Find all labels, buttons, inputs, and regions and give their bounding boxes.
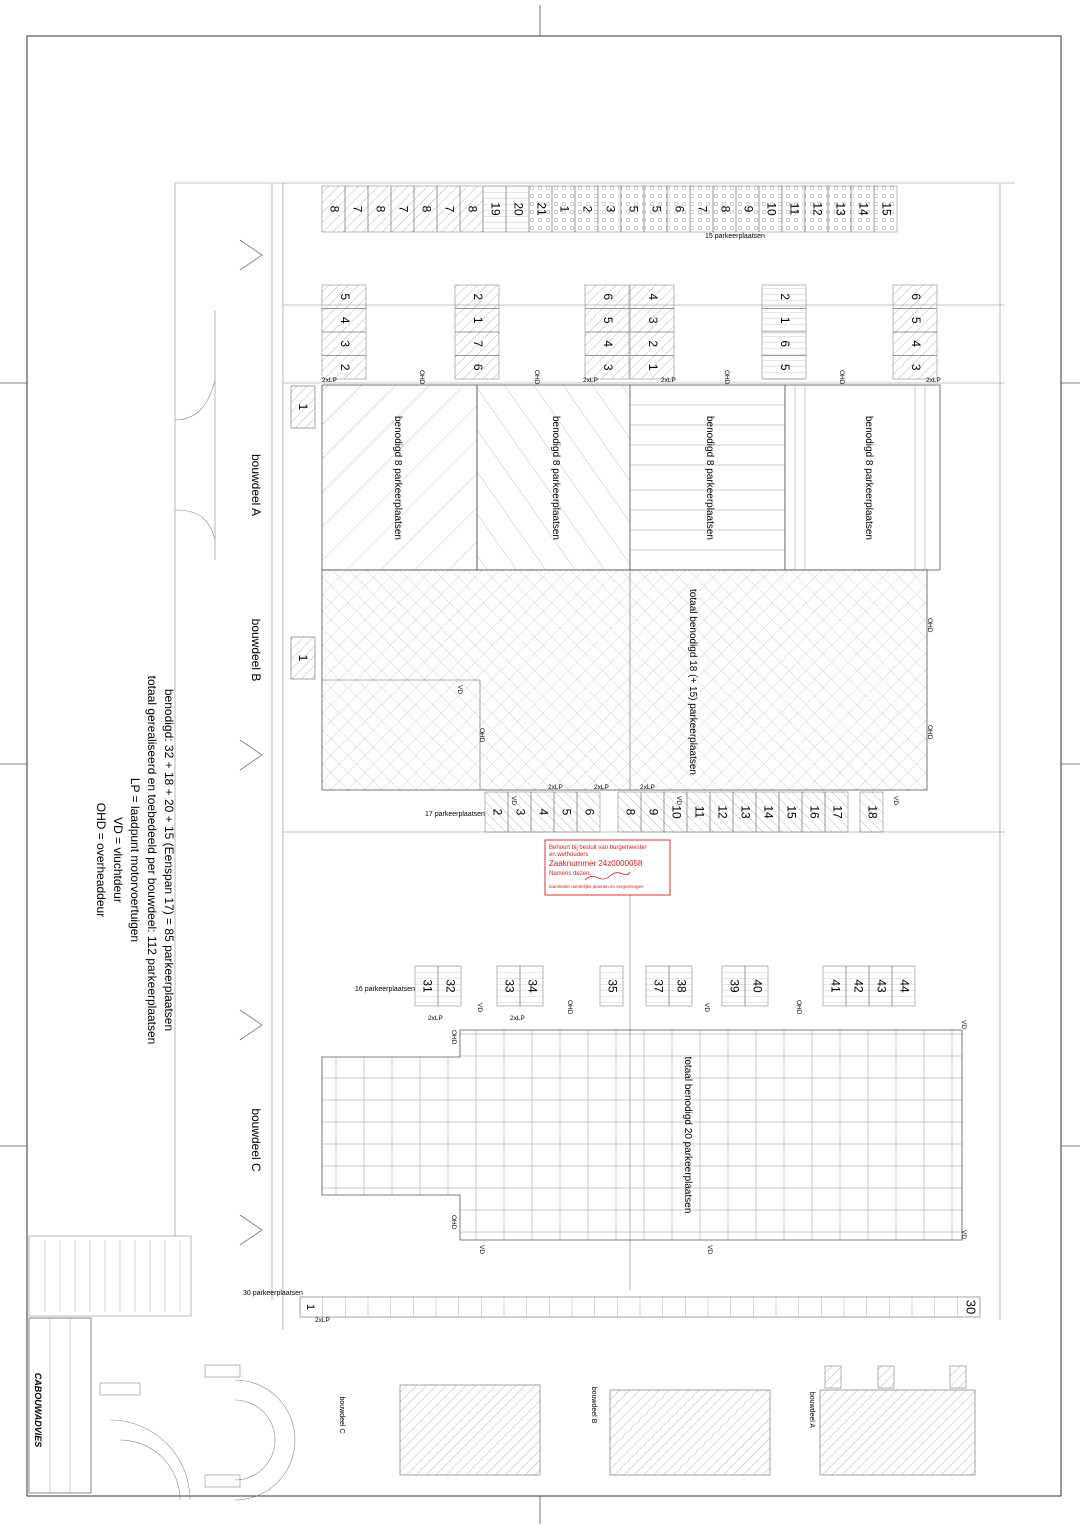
top-stall-number: 5 [649, 205, 664, 213]
mini-bouwdeel-c: bouwdeel C [338, 1396, 345, 1434]
row-16-parking [415, 966, 915, 1006]
row2-stall-number: 4 [645, 293, 660, 301]
svg-text:2xLP: 2xLP [510, 1015, 525, 1022]
top-stall-number: 10 [764, 202, 779, 216]
row2-stall-number: 1 [777, 316, 792, 324]
top-stall-number: 19 [488, 202, 503, 216]
row2-stall-number: 6 [470, 363, 485, 371]
top-stall-number: 8 [419, 205, 434, 213]
top-stall-number: 7 [442, 205, 457, 213]
svg-text:OHD: OHD [450, 1030, 457, 1045]
row17-stall-number: 8 [623, 808, 638, 816]
stamp-line-1: Behoort bij besluit van burgemeester [549, 845, 647, 851]
row2-stall-number: 3 [908, 363, 923, 371]
site-minis [338, 1366, 975, 1475]
svg-text:2xLP: 2xLP [640, 784, 655, 791]
svg-text:OHD: OHD [533, 370, 540, 385]
row17-stall-number: 15 [784, 805, 799, 819]
svg-text:OHD: OHD [566, 1000, 573, 1015]
row17-stall-number: 16 [807, 805, 822, 819]
row17-stall-number: 12 [715, 805, 730, 819]
turning-sketch [100, 1365, 295, 1500]
row2-stall-number: 2 [337, 363, 352, 371]
top-stall-number: 7 [396, 205, 411, 213]
svg-text:OHD: OHD [795, 1000, 802, 1015]
svg-text:VD: VD [478, 1245, 485, 1255]
legend-line-5: OHD = overheaddeur [94, 802, 108, 918]
row16-stall-number: 33 [502, 979, 517, 993]
row2-stall-number: 6 [777, 340, 792, 348]
row2-stall-number: 4 [337, 316, 352, 324]
svg-text:OHD: OHD [418, 370, 425, 385]
row17-stall-number: 2 [490, 808, 505, 816]
row2-stall-number: 7 [470, 340, 485, 348]
row2-stall-number: 1 [470, 316, 485, 324]
bay-label-4: benodigd 8 parkeerplaatsen [863, 416, 874, 540]
svg-text:VD: VD [706, 1245, 713, 1255]
entrance-arrows [240, 240, 262, 1245]
bouwdeel-a-label: bouwdeel A [249, 453, 263, 517]
row16-stall-number: 35 [605, 979, 620, 993]
legend-line-4: VD = vluchtdeur [111, 817, 125, 903]
top-stall-number: 7 [350, 205, 365, 213]
svg-text:VD: VD [456, 685, 463, 695]
bouwdeel-b-building [322, 570, 933, 790]
row2-stall-number: 2 [470, 293, 485, 301]
bay-label-3: benodigd 8 parkeerplaatsen [704, 416, 715, 540]
top-stall-number: 21 [534, 202, 549, 216]
row16-stall-number: 32 [443, 979, 458, 993]
row17-stall-number: 11 [692, 805, 707, 819]
top-stall-number: 1 [557, 205, 572, 213]
row17-stall-number: 17 [830, 805, 845, 819]
bouwdeel-a-building [322, 385, 940, 570]
svg-text:VD: VD [675, 796, 682, 806]
row30-lp: 2xLP [315, 1317, 330, 1324]
top-stall-number: 3 [603, 205, 618, 213]
svg-text:2xLP: 2xLP [548, 784, 563, 791]
svg-text:VD: VD [960, 1020, 967, 1030]
legend [94, 676, 176, 1045]
top-stall-number: 8 [465, 205, 480, 213]
row2-stall-number: 3 [600, 363, 615, 371]
svg-text:VD: VD [510, 796, 517, 806]
svg-text:OHD: OHD [838, 370, 845, 385]
row2-stall-number: 5 [777, 363, 792, 371]
second-parking-row [322, 285, 937, 379]
legend-line-2: totaal gerealiseerd en toebedeeld per bouwdeel: 112 parkeerplaatsen [145, 675, 159, 1045]
top-stall-number: 11 [787, 202, 802, 216]
row16-count-label: 16 parkeerplaatsen [355, 986, 415, 993]
svg-text:2xLP: 2xLP [661, 377, 676, 384]
top-stall-number: 12 [810, 202, 825, 216]
svg-text:OHD: OHD [926, 725, 933, 740]
row-17-parking [485, 792, 883, 832]
row30-count-label: 30 parkeerplaatsen [243, 1290, 303, 1297]
row2-stall-number: 3 [337, 340, 352, 348]
bouwdeel-labels [249, 454, 263, 1172]
row2-stall-number: 4 [908, 340, 923, 348]
mini-bouwdeel-a: bouwdeel A [808, 1391, 815, 1429]
row2-stall-number: 5 [600, 316, 615, 324]
top-stall-number: 13 [833, 202, 848, 216]
row17-stall-number: 14 [761, 805, 776, 819]
top-stall-number: 8 [373, 205, 388, 213]
bouwdeel-b-label: bouwdeel B [249, 618, 263, 682]
row2-stall-number: 6 [908, 293, 923, 301]
svg-text:1: 1 [295, 403, 310, 411]
svg-text:VD: VD [476, 1003, 483, 1013]
row16-stall-number: 39 [727, 979, 742, 993]
svg-text:VD: VD [703, 1003, 710, 1013]
bay-label-2: benodigd 8 parkeerplaatsen [550, 416, 561, 540]
total-c-label: totaal benodigd 20 parkeerplaatsen [682, 1056, 693, 1214]
row17-stall-number: 13 [738, 805, 753, 819]
row16-stall-number: 44 [897, 979, 912, 993]
row2-stall-number: 5 [908, 316, 923, 324]
top-stall-number: 8 [718, 205, 733, 213]
svg-text:OHD: OHD [478, 728, 485, 743]
svg-text:OHD: OHD [926, 618, 933, 633]
stamp-zaaknummer: Zaaknummer 24z0000058 [549, 859, 643, 868]
top-parking-row [322, 186, 897, 232]
svg-text:1: 1 [295, 654, 310, 662]
title-block [29, 1236, 191, 1493]
row17-stall-number: 18 [865, 805, 880, 819]
approval-stamp [545, 840, 670, 895]
row16-stall-number: 43 [874, 979, 889, 993]
svg-text:2xLP: 2xLP [428, 1015, 443, 1022]
svg-text:2xLP: 2xLP [594, 784, 609, 791]
top-stall-number: 9 [741, 205, 756, 213]
row2-stall-number: 6 [600, 293, 615, 301]
row17-stall-number: 4 [536, 808, 551, 816]
row16-stall-number: 40 [750, 979, 765, 993]
top-stall-number: 5 [626, 205, 641, 213]
row2-stall-number: 4 [600, 340, 615, 348]
stamp-namens: Namens dezen, [549, 871, 592, 877]
row17-stall-number: 9 [646, 808, 661, 816]
svg-text:OHD: OHD [450, 1215, 457, 1230]
row16-stall-number: 41 [828, 979, 843, 993]
row17-stall-number: 5 [559, 808, 574, 816]
single-stalls [291, 386, 315, 679]
svg-text:VD: VD [892, 796, 899, 806]
row2-stall-number: 1 [645, 363, 660, 371]
stamp-footer: teamleider ruimtelijke plannen en vergunningen [549, 884, 644, 889]
svg-text:2xLP: 2xLP [926, 377, 941, 384]
top-stall-number: 15 [879, 202, 894, 216]
row-30-parking [300, 1297, 980, 1317]
top-stall-number: 20 [511, 202, 526, 216]
row2-stall-number: 3 [645, 316, 660, 324]
bouwdeel-c-building [322, 1020, 967, 1254]
svg-text:2xLP: 2xLP [583, 377, 598, 384]
row16-stall-number: 34 [525, 979, 540, 993]
top-stall-number: 6 [672, 205, 687, 213]
row30-first: 1 [304, 1303, 317, 1311]
row17-stall-number: 3 [513, 808, 528, 816]
legend-line-1: benodigd: 32 + 18 + 20 + 15 (Eenspan 17) = 85 parkeerplaatsen [162, 688, 176, 1032]
svg-text:VD: VD [960, 1230, 967, 1240]
legend-line-3: LP = laadpunt motorvoertuigen [128, 777, 142, 943]
row16-stall-number: 38 [674, 979, 689, 993]
top-stall-number: 7 [695, 205, 710, 213]
svg-text:OHD: OHD [723, 370, 730, 385]
row2-stall-number: 5 [337, 293, 352, 301]
svg-text:2xLP: 2xLP [322, 377, 337, 384]
row17-count-label: 17 parkeerplaatsen [425, 811, 485, 818]
top-stall-number: 8 [327, 205, 342, 213]
top-stall-number: 2 [580, 205, 595, 213]
row16-stall-number: 31 [420, 979, 435, 993]
stamp-line-2: en wethouders [549, 852, 589, 858]
row2-stall-number: 2 [777, 293, 792, 301]
row2-stall-number: 2 [645, 340, 660, 348]
row17-stall-number: 10 [669, 805, 684, 819]
top-count-label: 15 parkeerplaatsen [705, 233, 765, 240]
row16-stall-number: 37 [651, 979, 666, 993]
title-company: CABOUWADVIES [33, 1372, 43, 1448]
row17-stall-number: 6 [582, 808, 597, 816]
bay-label-1: benodigd 8 parkeerplaatsen [392, 416, 403, 540]
bouwdeel-c-label: bouwdeel C [249, 1108, 263, 1172]
row30-last: 30 [963, 1299, 979, 1315]
total-b-label: totaal benodigd 18 (+ 15) parkeerplaatsen [687, 589, 698, 775]
mini-bouwdeel-b: bouwdeel B [590, 1386, 597, 1424]
row16-stall-number: 42 [851, 979, 866, 993]
top-stall-number: 14 [856, 202, 871, 216]
